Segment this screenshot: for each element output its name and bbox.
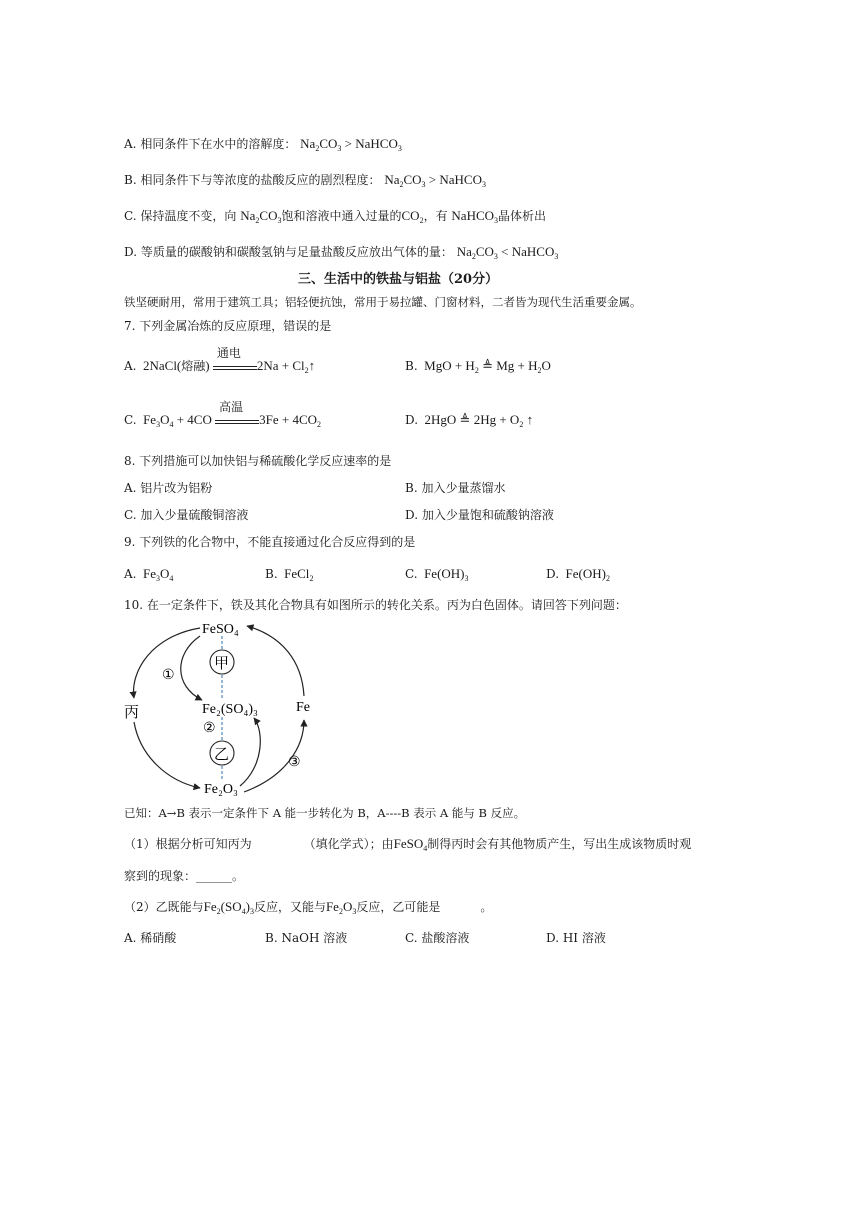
q8-option-b: B. 加入少量蒸馏水: [405, 481, 506, 495]
section-intro: 铁坚硬耐用，常用于建筑工具；铝轻便抗蚀，常用于易拉罐、门窗材料，二者皆为现代生活重要金属。: [124, 295, 642, 309]
q9-stem: 9. 下列铁的化合物中，不能直接通过化合反应得到的是: [124, 535, 416, 549]
label-step-2: ②: [203, 721, 216, 736]
label-step-1: ①: [162, 668, 175, 683]
q7-option-d: D. 2HgO ≜ $2Hg + O_2$ ↑: [405, 412, 534, 429]
q7-stem: 7. 下列金属冶炼的反应原理，错误的是: [124, 319, 332, 333]
arrow-fe-feso4: [247, 626, 304, 696]
q6-option-c: C. 保持温度不变，向 $Na_2CO_3$饱和溶液中通入过量的$CO_2$，有 NaHCO$_3$晶体析出: [124, 208, 547, 225]
q10-option-c: C. 盐酸溶液: [405, 931, 470, 945]
q10-part2: （2）乙既能与$Fe_2(SO_4)_3$反应，又能与$Fe_2O_3$反应，乙可能是 。: [124, 899, 493, 916]
node-fe: Fe: [296, 700, 310, 715]
q10-option-d: D. HI 溶液: [546, 931, 606, 945]
node-yi: 乙: [214, 747, 230, 763]
q10-part1-line1: （1）根据分析可知丙为 （填化学式）；由FeSO$_4$制得丙时会有其他物质产生，写出生成该物质时观: [124, 836, 692, 853]
node-jia: 甲: [214, 656, 230, 672]
q8-option-c: C. 加入少量硫酸铜溶液: [124, 508, 249, 522]
q6-option-a: A. 相同条件下在水中的溶解度： $Na_2CO_3$ > NaHCO$_3$: [124, 136, 402, 153]
arrow-fe2o3-fe2so43: [240, 718, 260, 786]
q6-option-b: B. 相同条件下与等浓度的盐酸反应的剧烈程度： $Na_2CO_3$ > NaHCO$_3$: [124, 172, 486, 189]
q7-option-c: C. $Fe_3O_4 + 4CO$ 高温 $3Fe + 4CO_2$: [124, 400, 321, 429]
arrow-feso4-fe2so43: [181, 636, 202, 700]
q9-option-c: C. $Fe(OH)_3$: [405, 566, 469, 583]
q7-option-a: A. 2NaCl(熔融) 通电 $2Na + Cl_2↑$: [124, 346, 316, 375]
q10-option-a: A. 稀硝酸: [124, 931, 177, 945]
q10-note: 已知：A→B 表示一定条件下 A 能一步转化为 B，A----B 表示 A 能与 B 反应。: [124, 806, 526, 820]
q8-option-a: A. 铝片改为铝粉: [124, 481, 213, 495]
label-step-3: ③: [288, 755, 301, 770]
q10-part1-line2: 察到的现象：______。: [124, 869, 245, 883]
section-title: 三、生活中的铁盐与铝盐（20分）: [298, 272, 499, 287]
conversion-diagram: [122, 616, 322, 798]
q7-option-b: B. MgO + $H_2$ ≜ $Mg + H_2O$: [405, 358, 551, 375]
q10-option-b: B. NaOH 溶液: [265, 931, 348, 945]
node-feso4: FeSO₄: [202, 622, 239, 637]
arrow-bing-fe2o3: [134, 722, 200, 788]
node-fe2o3: Fe₂O₃: [204, 782, 238, 797]
answer-blank-1: ______: [196, 869, 233, 883]
q10-stem: 10. 在一定条件下，铁及其化合物具有如图所示的转化关系。丙为白色固体。请回答下列问题：: [124, 598, 627, 612]
q9-option-b: B. FeCl$_2$: [265, 566, 314, 583]
q8-option-d: D. 加入少量饱和硫酸钠溶液: [405, 508, 554, 522]
q9-option-a: A. $Fe_3O_4$: [124, 566, 174, 583]
q9-option-d: D. $Fe(OH)_2$: [546, 566, 610, 583]
arrow-feso4-bing: [134, 628, 200, 698]
node-fe2so43: Fe₂(SO₄)₃: [202, 702, 258, 717]
q8-stem: 8. 下列措施可以加快铝与稀硫酸化学反应速率的是: [124, 454, 392, 468]
node-bing: 丙: [124, 705, 140, 721]
q6-option-d: D. 等质量的碳酸钠和碳酸氢钠与足量盐酸反应放出气体的量： $Na_2CO_3$ < NaHCO$_3$: [124, 244, 559, 261]
